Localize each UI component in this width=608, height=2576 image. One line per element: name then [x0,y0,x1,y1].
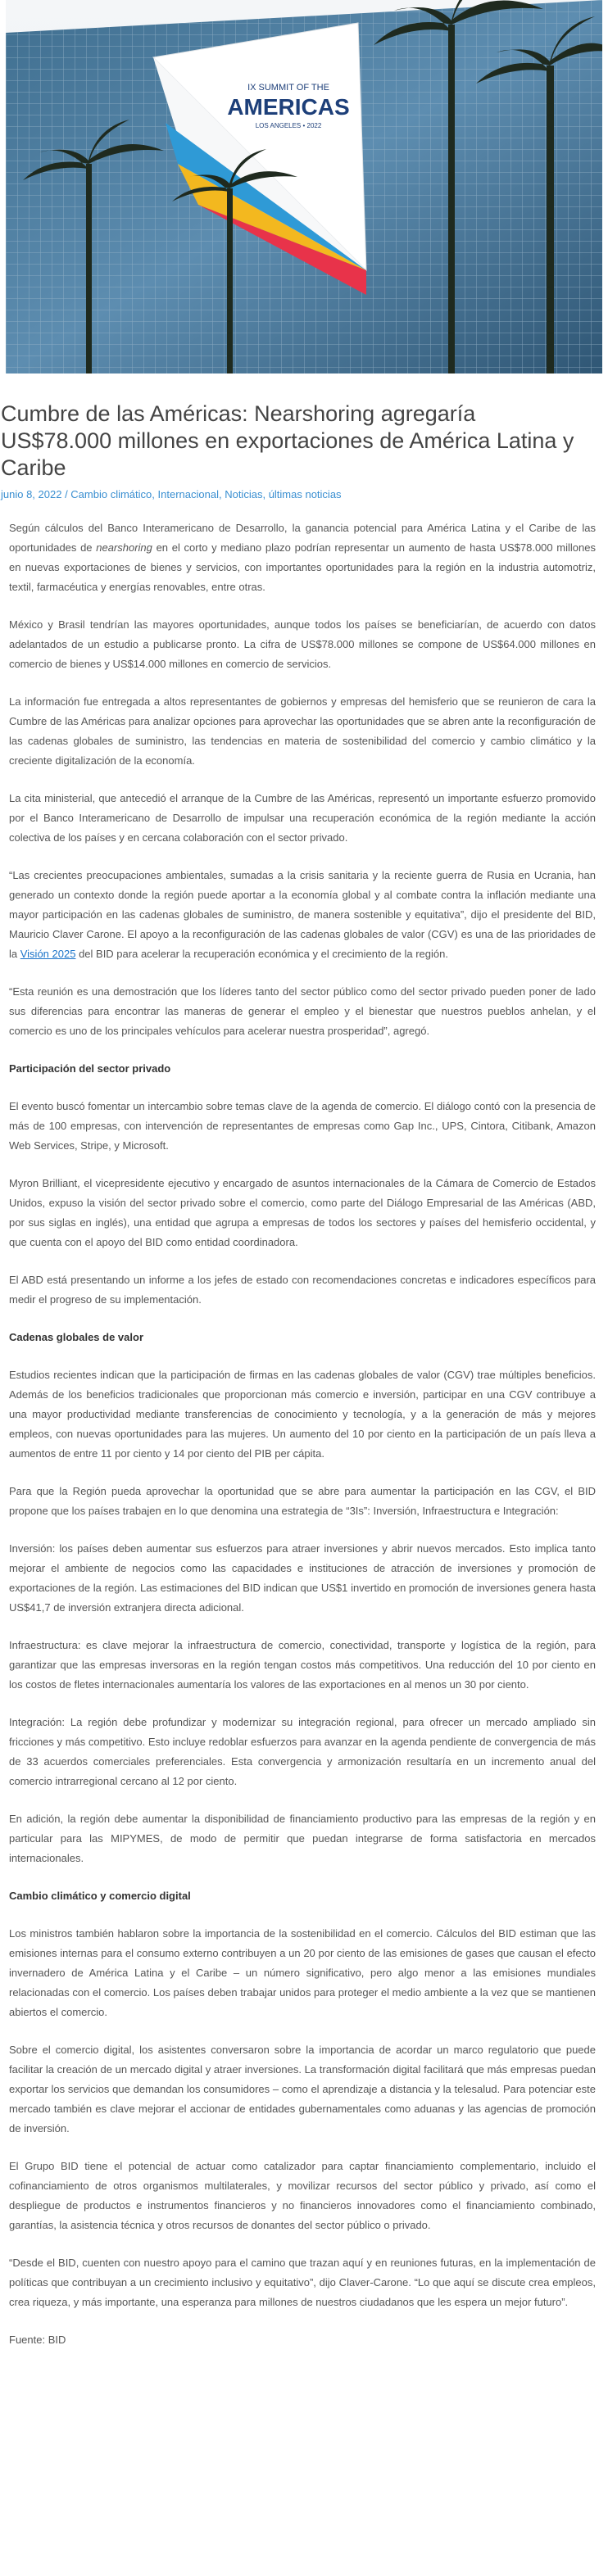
paragraph: “Las crecientes preocupaciones ambientales, sumadas a la crisis sanitaria y la reciente guerra de Rusia en Ucrania, han generado un contexto donde la región puede aportar a la economía global y al combate contra la inflación mediante una mayor participación en las cadenas globales de suministro, de manera sostenible y equitativa”, dijo el presidente del BID, Mauricio Claver Carone. El apoyo a la reconfiguración de las cadenas globales de valor (CGV) es una de las prioridades de la Visión 2025 del BID para acelerar la recuperación económica y el crecimiento de la región. [9,869,596,960]
summit-building-photo [6,0,602,373]
meta-separator: / [61,488,71,500]
nearshoring-emphasis: nearshoring [96,541,152,554]
article-date[interactable]: junio 8, 2022 [1,488,62,500]
hero-image [6,0,602,373]
paragraph: Los ministros también hablaron sobre la importancia de la sostenibilidad en el comercio. Cálculos del BID estiman que las emisiones internas para el consumo externo contribuyen a un 20 por ciento de las emisiones de gases que causan el efecto invernadero de América Latina y el Caribe – un número significativo, pero algo menor a las emisiones mundiales relacionadas con el comercio. Los países deben trabajar unidos para proteger el medio ambiente a la vez que se mantienen abiertos el comercio. [9,1927,596,2018]
paragraph: El ABD está presentando un informe a los jefes de estado con recomendaciones concretas e indicadores específicos para medir el progreso de su implementación. [9,1274,596,1306]
category-link-internacional[interactable]: Internacional [157,488,219,500]
article-body [9,518,596,2350]
section-heading-cambio-climatico: Cambio climático y comercio digital [9,1890,191,1902]
paragraph: “Esta reunión es una demostración que los líderes tanto del sector público como del sector privado pueden poner de lado sus diferencias para encontrar las maneras de generar el empleo y el bienestar que nuestros pueblos anhelan, y el comercio es uno de los principales vehículos para acelerar nuestra prosperidad”, agregó. [9,985,596,1037]
banner-line3: LOS ANGELES • 2022 [255,122,322,129]
category-link-noticias[interactable]: Noticias [225,488,263,500]
paragraph: Infraestructura: es clave mejorar la infraestructura de comercio, conectividad, transporte y logística de la región, para garantizar que las empresas inversoras en la región tengan costos más competitivos. Una reducción del 10 por ciento en los costos de fletes internacionales aumentaría los valores de las exportaciones en al menos un 30 por ciento. [9,1639,596,1691]
article-source: Fuente: BID [9,2334,66,2346]
paragraph: Sobre el comercio digital, los asistentes conversaron sobre la importancia de acordar un marco regulatorio que puede facilitar la creación de un mercado digital y atraer inversiones. La transformación digital facilitará que más empresas puedan exportar los servicios que demandan los consumidores – como el aprendizaje a distancia y la telesalud. Para potenciar este mercado también es clave mejorar el accionar de entidades gubernamentales como aduanas y las agencias de promoción de inversión. [9,2044,596,2135]
paragraph: El evento buscó fomentar un intercambio sobre temas clave de la agenda de comercio. El diálogo contó con la presencia de más de 100 empresas, con intervención de representantes de empresas como Gap Inc., UPS, Cintora, Citibank, Amazon Web Services, Stripe, y Microsoft. [9,1100,596,1152]
vision-2025-link[interactable]: Visión 2025 [20,948,76,960]
article-title: Cumbre de las Américas: Nearshoring agregaría US$78.000 millones en exportaciones de América Latina y Caribe [1,401,574,480]
paragraph: Myron Brilliant, el vicepresidente ejecutivo y encargado de asuntos internacionales de la Cámara de Comercio de Estados Unidos, expuso la visión del sector privado sobre el comercio, como parte del Diálogo Empresarial de las Américas (ABD, por sus siglas en inglés), una entidad que agrupa a empresas de todos los sectores y países del hemisferio occidental, y que cuenta con el apoyo del BID como entidad coordinadora. [9,1177,596,1248]
paragraph: Estudios recientes indican que la participación de firmas en las cadenas globales de valor (CGV) trae múltiples beneficios. Además de los beneficios tradicionales que proporcionan más comercio e inversión, participar en una CGV contribuye a una mayor productividad mediante transferencias de conocimiento y tecnología, y a la generación de más y mejores empleos, con nuevas oportunidades para las mujeres. Un aumento del 10 por ciento en la participación de un país lleva a aumentos de entre 11 por ciento y 14 por ciento del PIB per cápita. [9,1369,596,1460]
section-heading-sector-privado: Participación del sector privado [9,1062,171,1075]
section-heading-cadenas-globales: Cadenas globales de valor [9,1331,144,1343]
article-meta: junio 8, 2022 / Cambio climático, Internacional, Noticias, últimas noticias [1,488,342,500]
category-link-cambio-climatico[interactable]: Cambio climático [70,488,152,500]
banner-line1: IX SUMMIT OF THE [247,83,329,93]
category-link-ultimas-noticias[interactable]: últimas noticias [268,488,342,500]
paragraph: La información fue entregada a altos representantes de gobiernos y empresas del hemisferio que se reunieron de cara la Cumbre de las Américas para analizar opciones para aprovechar las oportunidades que se abren ante la reconfiguración de las cadenas globales de suministro, las tendencias en materia de sostenibilidad del comercio y cambio climático y la creciente digitalización de la economía. [9,695,596,767]
paragraph: Integración: La región debe profundizar y modernizar su integración regional, para ofrecer un mercado ampliado sin fricciones y más competitivo. Esto incluye redoblar esfuerzos para avanzar en la agenda pendiente de convergencia de más de 33 acuerdos comerciales preferenciales. Esta convergencia y armonización resultaría en un incremento anual del comercio intrarregional cercano al 12 por ciento. [9,1716,596,1787]
paragraph: En adición, la región debe aumentar la disponibilidad de financiamiento productivo para las empresas de la región y en particular para las MIPYMES, de modo de permitir que puedan integrarse de forma satisfactoria en mercados internacionales. [9,1813,596,1864]
paragraph: Según cálculos del Banco Interamericano de Desarrollo, la ganancia potencial para América Latina y el Caribe de las oportunidades de nearshoring en el corto y mediano plazo podrían representar un aumento de hasta US$78.000 millones en nuevas exportaciones de bienes y servicios, con importantes oportunidades para la región en la industria automotriz, textil, farmacéutica y energías renovables, entre otras. [9,522,596,593]
paragraph: Inversión: los países deben aumentar sus esfuerzos para atraer inversiones y abrir nuevos mercados. Esto implica tanto mejorar el ambiente de negocios como las capacidades e instituciones de atracción de inversiones y promoción de exportaciones de la región. Las estimaciones del BID indican que US$1 invertido en promoción de inversiones genera hasta US$41,7 de inversión extranjera directa adicional. [9,1542,596,1614]
paragraph: México y Brasil tendrían las mayores oportunidades, aunque todos los países se beneficiarían, de acuerdo con datos adelantados de un estudio a publicarse pronto. La cifra de US$78.000 millones se compone de US$64.000 millones en comercio de bienes y US$14.000 millones en comercio de servicios. [9,618,596,670]
paragraph: El Grupo BID tiene el potencial de actuar como catalizador para captar financiamiento complementario, incluido el cofinanciamiento de otros organismos multilaterales, y movilizar recursos del sector público y privado, así como el despliegue de productos e instrumentos financieros y no financieros innovadores como el financiamiento combinado, garantías, la asistencia técnica y otros recursos de donantes del sector público o privado. [9,2160,596,2231]
banner-line2: AMERICAS [227,94,350,120]
paragraph: “Desde el BID, cuenten con nuestro apoyo para el camino que trazan aquí y en reuniones futuras, en la implementación de políticas que contribuyan a un crecimiento inclusivo y equitativo”, dijo Claver-Carone. “Lo que aquí se discute crea empleos, crea riqueza, y más importante, una esperanza para millones de nuestros ciudadanos que les espera un mejor futuro”. [9,2257,596,2308]
paragraph: La cita ministerial, que antecedió el arranque de la Cumbre de las Américas, representó un importante esfuerzo promovido por el Banco Interamericano de Desarrollo de impulsar una recuperación económica de la región mediante la acción colectiva de los países y en cercana colaboración con el sector privado. [9,792,596,844]
paragraph: Para que la Región pueda aprovechar la oportunidad que se abre para aumentar la participación en las CGV, el BID propone que los países trabajen en lo que denomina una estrategia de “3Is”: Inversión, Infraestructura e Integración: [9,1485,596,1517]
